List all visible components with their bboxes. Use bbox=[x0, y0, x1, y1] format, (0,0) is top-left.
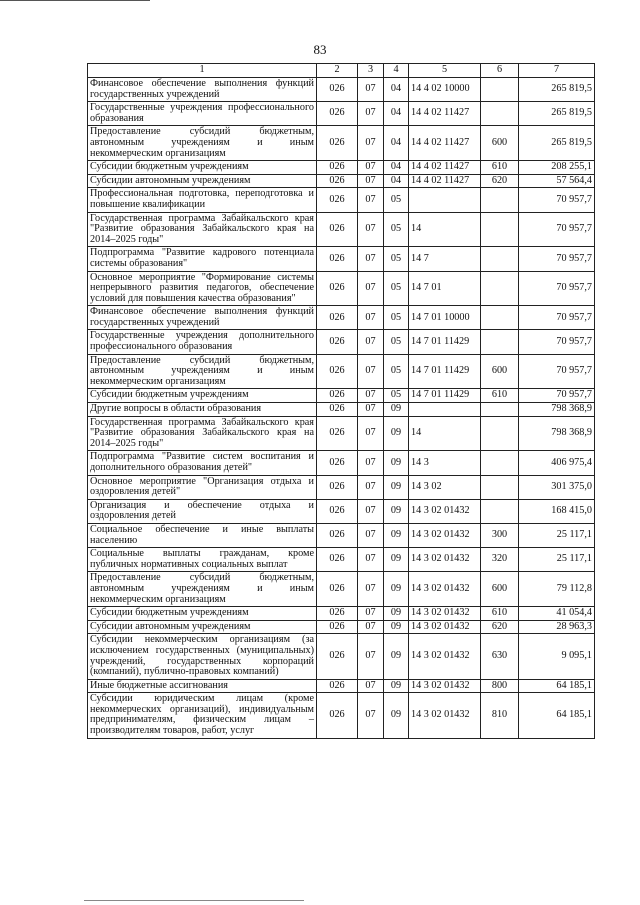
row-subsection-cell: 09 bbox=[384, 679, 409, 693]
row-section-cell: 07 bbox=[358, 523, 384, 547]
column-header: 4 bbox=[384, 64, 409, 78]
table-row bbox=[88, 161, 595, 175]
row-target-cell: 14 4 02 11427 bbox=[409, 126, 481, 161]
row-target-cell: 14 3 02 01432 bbox=[409, 523, 481, 547]
row-code-cell: 026 bbox=[317, 607, 358, 621]
row-subsection-cell: 09 bbox=[384, 634, 409, 679]
row-section-cell: 07 bbox=[358, 620, 384, 634]
column-header: 2 bbox=[317, 64, 358, 78]
row-type-cell: 810 bbox=[481, 693, 519, 738]
row-amount-cell: 265 819,5 bbox=[519, 78, 595, 102]
row-subsection-cell: 04 bbox=[384, 174, 409, 188]
row-type-cell bbox=[481, 188, 519, 212]
row-code-cell: 026 bbox=[317, 247, 358, 271]
row-code-cell: 026 bbox=[317, 451, 358, 475]
column-header: 7 bbox=[519, 64, 595, 78]
table-header-row bbox=[88, 64, 595, 78]
row-subsection-cell: 09 bbox=[384, 693, 409, 738]
row-amount-cell: 79 112,8 bbox=[519, 572, 595, 607]
row-subsection-cell: 09 bbox=[384, 499, 409, 523]
row-name-cell: Социальные выплаты гражданам, кроме публичных нормативных социальных выплат bbox=[88, 548, 317, 572]
row-type-cell bbox=[481, 102, 519, 126]
row-amount-cell: 265 819,5 bbox=[519, 102, 595, 126]
row-target-cell: 14 7 01 bbox=[409, 271, 481, 306]
row-subsection-cell: 05 bbox=[384, 188, 409, 212]
row-target-cell: 14 3 02 01432 bbox=[409, 620, 481, 634]
row-subsection-cell: 05 bbox=[384, 212, 409, 247]
row-target-cell: 14 4 02 11427 bbox=[409, 161, 481, 175]
row-code-cell: 026 bbox=[317, 679, 358, 693]
row-name-cell: Государственная программа Забайкальского края "Развитие образования Забайкальского края на 2014–2025 годы" bbox=[88, 416, 317, 451]
row-code-cell: 026 bbox=[317, 403, 358, 417]
table-row bbox=[88, 389, 595, 403]
row-amount-cell: 28 963,3 bbox=[519, 620, 595, 634]
row-target-cell: 14 3 02 01432 bbox=[409, 679, 481, 693]
table-row bbox=[88, 102, 595, 126]
row-subsection-cell: 09 bbox=[384, 403, 409, 417]
budget-table bbox=[87, 63, 595, 739]
row-section-cell: 07 bbox=[358, 451, 384, 475]
row-subsection-cell: 05 bbox=[384, 306, 409, 330]
row-section-cell: 07 bbox=[358, 247, 384, 271]
row-name-cell: Предоставление субсидий бюджетным, автономным учреждениям и иным некоммерческим организациям bbox=[88, 126, 317, 161]
row-type-cell: 600 bbox=[481, 354, 519, 389]
row-target-cell: 14 3 02 01432 bbox=[409, 607, 481, 621]
row-code-cell: 026 bbox=[317, 548, 358, 572]
row-code-cell: 026 bbox=[317, 389, 358, 403]
row-section-cell: 07 bbox=[358, 78, 384, 102]
row-target-cell: 14 3 02 01432 bbox=[409, 693, 481, 738]
row-name-cell: Иные бюджетные ассигнования bbox=[88, 679, 317, 693]
table-row bbox=[88, 126, 595, 161]
row-section-cell: 07 bbox=[358, 271, 384, 306]
row-amount-cell: 70 957,7 bbox=[519, 306, 595, 330]
row-amount-cell: 70 957,7 bbox=[519, 271, 595, 306]
row-code-cell: 026 bbox=[317, 161, 358, 175]
row-target-cell: 14 bbox=[409, 212, 481, 247]
row-type-cell bbox=[481, 247, 519, 271]
row-target-cell: 14 7 01 11429 bbox=[409, 330, 481, 354]
row-type-cell bbox=[481, 271, 519, 306]
row-type-cell bbox=[481, 78, 519, 102]
table-row bbox=[88, 679, 595, 693]
row-name-cell: Основное мероприятие "Организация отдыха и оздоровления детей" bbox=[88, 475, 317, 499]
row-target-cell: 14 4 02 10000 bbox=[409, 78, 481, 102]
row-type-cell: 620 bbox=[481, 174, 519, 188]
row-subsection-cell: 09 bbox=[384, 416, 409, 451]
row-name-cell: Предоставление субсидий бюджетным, автономным учреждениям и иным некоммерческим организациям bbox=[88, 572, 317, 607]
row-amount-cell: 64 185,1 bbox=[519, 693, 595, 738]
row-section-cell: 07 bbox=[358, 330, 384, 354]
row-type-cell bbox=[481, 330, 519, 354]
table-row bbox=[88, 416, 595, 451]
table-row bbox=[88, 620, 595, 634]
row-target-cell: 14 3 02 01432 bbox=[409, 499, 481, 523]
row-name-cell: Субсидии бюджетным учреждениям bbox=[88, 161, 317, 175]
table-row bbox=[88, 174, 595, 188]
row-section-cell: 07 bbox=[358, 572, 384, 607]
row-name-cell: Субсидии бюджетным учреждениям bbox=[88, 607, 317, 621]
row-section-cell: 07 bbox=[358, 126, 384, 161]
row-target-cell: 14 3 02 01432 bbox=[409, 572, 481, 607]
row-type-cell: 800 bbox=[481, 679, 519, 693]
row-section-cell: 07 bbox=[358, 161, 384, 175]
row-amount-cell: 70 957,7 bbox=[519, 188, 595, 212]
column-header: 6 bbox=[481, 64, 519, 78]
row-amount-cell: 798 368,9 bbox=[519, 416, 595, 451]
row-section-cell: 07 bbox=[358, 212, 384, 247]
row-type-cell: 610 bbox=[481, 389, 519, 403]
row-type-cell bbox=[481, 403, 519, 417]
row-name-cell: Субсидии бюджетным учреждениям bbox=[88, 389, 317, 403]
row-amount-cell: 25 117,1 bbox=[519, 523, 595, 547]
row-amount-cell: 70 957,7 bbox=[519, 389, 595, 403]
row-type-cell: 320 bbox=[481, 548, 519, 572]
row-target-cell bbox=[409, 188, 481, 212]
row-subsection-cell: 09 bbox=[384, 523, 409, 547]
row-name-cell: Предоставление субсидий бюджетным, автономным учреждениям и иным некоммерческим организациям bbox=[88, 354, 317, 389]
row-type-cell bbox=[481, 416, 519, 451]
table-row bbox=[88, 78, 595, 102]
row-section-cell: 07 bbox=[358, 693, 384, 738]
row-type-cell bbox=[481, 451, 519, 475]
row-amount-cell: 70 957,7 bbox=[519, 330, 595, 354]
row-target-cell: 14 4 02 11427 bbox=[409, 102, 481, 126]
row-subsection-cell: 05 bbox=[384, 271, 409, 306]
row-type-cell bbox=[481, 499, 519, 523]
row-code-cell: 026 bbox=[317, 330, 358, 354]
row-type-cell: 300 bbox=[481, 523, 519, 547]
row-name-cell: Подпрограмма "Развитие систем воспитания и дополнительного образования детей" bbox=[88, 451, 317, 475]
row-name-cell: Субсидии автономным учреждениям bbox=[88, 620, 317, 634]
row-name-cell: Государственная программа Забайкальского края "Развитие образования Забайкальского края на 2014–2025 годы" bbox=[88, 212, 317, 247]
row-type-cell: 620 bbox=[481, 620, 519, 634]
bottom-rule bbox=[84, 900, 304, 901]
row-amount-cell: 57 564,4 bbox=[519, 174, 595, 188]
row-subsection-cell: 09 bbox=[384, 548, 409, 572]
row-section-cell: 07 bbox=[358, 679, 384, 693]
row-amount-cell: 41 054,4 bbox=[519, 607, 595, 621]
row-amount-cell: 208 255,1 bbox=[519, 161, 595, 175]
table-row bbox=[88, 212, 595, 247]
row-name-cell: Профессиональная подготовка, переподготовка и повышение квалификации bbox=[88, 188, 317, 212]
row-subsection-cell: 05 bbox=[384, 389, 409, 403]
table-row bbox=[88, 572, 595, 607]
column-header: 1 bbox=[88, 64, 317, 78]
row-code-cell: 026 bbox=[317, 634, 358, 679]
row-target-cell: 14 7 01 11429 bbox=[409, 354, 481, 389]
row-section-cell: 07 bbox=[358, 188, 384, 212]
row-target-cell: 14 7 01 10000 bbox=[409, 306, 481, 330]
row-target-cell bbox=[409, 403, 481, 417]
row-amount-cell: 301 375,0 bbox=[519, 475, 595, 499]
top-rule bbox=[0, 0, 150, 1]
table-row bbox=[88, 523, 595, 547]
row-code-cell: 026 bbox=[317, 523, 358, 547]
row-target-cell: 14 3 02 bbox=[409, 475, 481, 499]
row-section-cell: 07 bbox=[358, 389, 384, 403]
row-name-cell: Основное мероприятие "Формирование системы непрерывного развития педагогов, обеспечение условий для повышения качества образования" bbox=[88, 271, 317, 306]
row-target-cell: 14 7 bbox=[409, 247, 481, 271]
table-row bbox=[88, 247, 595, 271]
column-header: 5 bbox=[409, 64, 481, 78]
row-section-cell: 07 bbox=[358, 174, 384, 188]
row-amount-cell: 70 957,7 bbox=[519, 354, 595, 389]
row-target-cell: 14 3 02 01432 bbox=[409, 548, 481, 572]
row-amount-cell: 64 185,1 bbox=[519, 679, 595, 693]
row-code-cell: 026 bbox=[317, 416, 358, 451]
row-amount-cell: 168 415,0 bbox=[519, 499, 595, 523]
table-row bbox=[88, 306, 595, 330]
table-row bbox=[88, 403, 595, 417]
row-code-cell: 026 bbox=[317, 78, 358, 102]
row-name-cell: Социальное обеспечение и иные выплаты населению bbox=[88, 523, 317, 547]
row-code-cell: 026 bbox=[317, 354, 358, 389]
table-row bbox=[88, 330, 595, 354]
row-subsection-cell: 04 bbox=[384, 161, 409, 175]
row-type-cell: 600 bbox=[481, 572, 519, 607]
row-name-cell: Финансовое обеспечение выполнения функций государственных учреждений bbox=[88, 306, 317, 330]
row-type-cell bbox=[481, 475, 519, 499]
row-section-cell: 07 bbox=[358, 354, 384, 389]
row-code-cell: 026 bbox=[317, 126, 358, 161]
row-section-cell: 07 bbox=[358, 416, 384, 451]
row-subsection-cell: 04 bbox=[384, 102, 409, 126]
row-amount-cell: 25 117,1 bbox=[519, 548, 595, 572]
table-row bbox=[88, 354, 595, 389]
row-code-cell: 026 bbox=[317, 174, 358, 188]
table-row bbox=[88, 451, 595, 475]
row-name-cell: Другие вопросы в области образования bbox=[88, 403, 317, 417]
row-code-cell: 026 bbox=[317, 475, 358, 499]
row-section-cell: 07 bbox=[358, 306, 384, 330]
row-type-cell: 610 bbox=[481, 161, 519, 175]
row-name-cell: Финансовое обеспечение выполнения функций государственных учреждений bbox=[88, 78, 317, 102]
row-code-cell: 026 bbox=[317, 306, 358, 330]
row-name-cell: Организация и обеспечение отдыха и оздоровления детей bbox=[88, 499, 317, 523]
row-name-cell: Субсидии некоммерческим организациям (за исключением государственных (муниципальных) учреждений, государственных корпораций (компаний), публично-правовых компаний) bbox=[88, 634, 317, 679]
row-name-cell: Субсидии автономным учреждениям bbox=[88, 174, 317, 188]
row-code-cell: 026 bbox=[317, 572, 358, 607]
row-name-cell: Субсидии юридическим лицам (кроме некоммерческих организаций), индивидуальным предпринимателям, физическим лицам – производителям товаров, работ, услуг bbox=[88, 693, 317, 738]
row-subsection-cell: 09 bbox=[384, 451, 409, 475]
row-target-cell: 14 7 01 11429 bbox=[409, 389, 481, 403]
row-amount-cell: 265 819,5 bbox=[519, 126, 595, 161]
row-amount-cell: 70 957,7 bbox=[519, 247, 595, 271]
table-row bbox=[88, 499, 595, 523]
row-type-cell bbox=[481, 212, 519, 247]
page-number: 83 bbox=[313, 42, 327, 57]
table-row bbox=[88, 188, 595, 212]
row-subsection-cell: 09 bbox=[384, 572, 409, 607]
row-section-cell: 07 bbox=[358, 403, 384, 417]
row-name-cell: Государственные учреждения дополнительного профессионального образования bbox=[88, 330, 317, 354]
table-row bbox=[88, 548, 595, 572]
table-row bbox=[88, 634, 595, 679]
row-section-cell: 07 bbox=[358, 634, 384, 679]
row-target-cell: 14 bbox=[409, 416, 481, 451]
row-amount-cell: 70 957,7 bbox=[519, 212, 595, 247]
column-header: 3 bbox=[358, 64, 384, 78]
row-section-cell: 07 bbox=[358, 499, 384, 523]
table-row bbox=[88, 693, 595, 738]
row-section-cell: 07 bbox=[358, 548, 384, 572]
row-amount-cell: 9 095,1 bbox=[519, 634, 595, 679]
table-row bbox=[88, 607, 595, 621]
row-target-cell: 14 3 02 01432 bbox=[409, 634, 481, 679]
row-name-cell: Государственные учреждения профессионального образования bbox=[88, 102, 317, 126]
row-code-cell: 026 bbox=[317, 620, 358, 634]
row-amount-cell: 798 368,9 bbox=[519, 403, 595, 417]
row-target-cell: 14 4 02 11427 bbox=[409, 174, 481, 188]
row-type-cell: 610 bbox=[481, 607, 519, 621]
row-code-cell: 026 bbox=[317, 212, 358, 247]
row-section-cell: 07 bbox=[358, 607, 384, 621]
row-code-cell: 026 bbox=[317, 102, 358, 126]
row-subsection-cell: 05 bbox=[384, 354, 409, 389]
row-subsection-cell: 09 bbox=[384, 475, 409, 499]
table-row bbox=[88, 475, 595, 499]
row-code-cell: 026 bbox=[317, 271, 358, 306]
row-code-cell: 026 bbox=[317, 499, 358, 523]
row-type-cell: 630 bbox=[481, 634, 519, 679]
row-subsection-cell: 04 bbox=[384, 126, 409, 161]
row-subsection-cell: 09 bbox=[384, 607, 409, 621]
row-target-cell: 14 3 bbox=[409, 451, 481, 475]
row-amount-cell: 406 975,4 bbox=[519, 451, 595, 475]
row-subsection-cell: 05 bbox=[384, 247, 409, 271]
row-name-cell: Подпрограмма "Развитие кадрового потенциала системы образования" bbox=[88, 247, 317, 271]
row-subsection-cell: 04 bbox=[384, 78, 409, 102]
row-code-cell: 026 bbox=[317, 693, 358, 738]
row-type-cell: 600 bbox=[481, 126, 519, 161]
row-section-cell: 07 bbox=[358, 102, 384, 126]
row-subsection-cell: 09 bbox=[384, 620, 409, 634]
row-section-cell: 07 bbox=[358, 475, 384, 499]
row-type-cell bbox=[481, 306, 519, 330]
row-subsection-cell: 05 bbox=[384, 330, 409, 354]
row-code-cell: 026 bbox=[317, 188, 358, 212]
table-row bbox=[88, 271, 595, 306]
